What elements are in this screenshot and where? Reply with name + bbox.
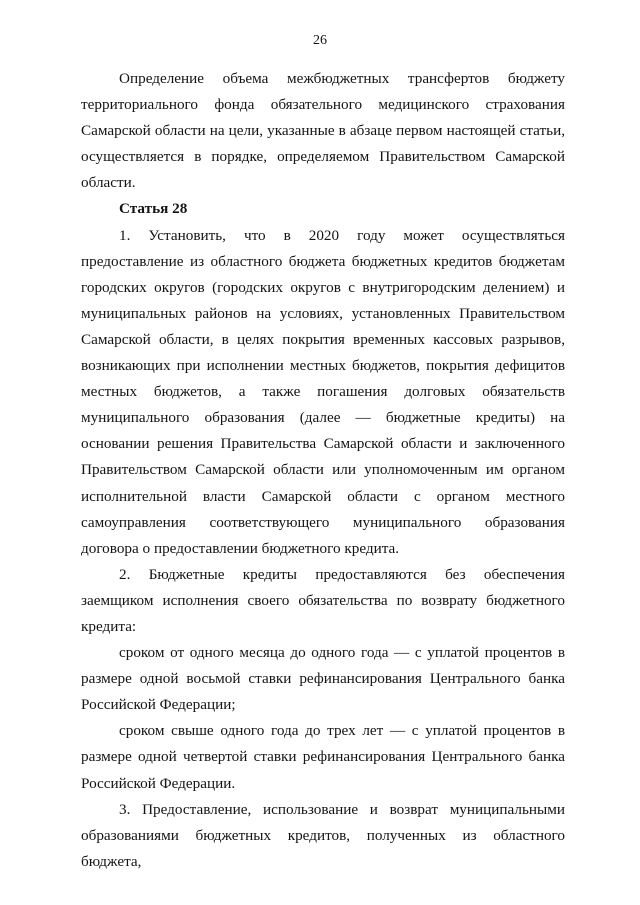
article-paragraph-2-term-short: сроком от одного месяца до одного года — с уплатой процентов в размере одной восьмой ставки рефинансирования Центрального банка Российской Федерации; <box>81 644 565 714</box>
document-body <box>81 66 565 875</box>
article-paragraph-3: 3. Предоставление, использование и возврат муниципальными образованиями бюджетных кредитов, полученных из областного бюджета, <box>81 800 565 870</box>
article-heading: Статья 28 <box>119 200 188 218</box>
article-paragraph-2: 2. Бюджетные кредиты предоставляются без обеспечения заемщиком исполнения своего обязательства по возврату бюджетного кредита: <box>81 565 565 635</box>
article-paragraph-2-term-long: сроком свыше одного года до трех лет — с уплатой процентов в размере одной четвертой ставки рефинансирования Центрального банка Российской Федерации. <box>81 722 565 792</box>
intro-paragraph: Определение объема межбюджетных трансфертов бюджету территориального фонда обязательного медицинского страхования Самарской области на цели, указанные в абзаце первом настоящей статьи, осуществляется в порядке, определяемом Правительством Самарской области. <box>81 70 565 192</box>
article-paragraph-1: 1. Установить, что в 2020 году может осуществляться предоставление из областного бюджета бюджетных кредитов бюджетам городских округов (городских округов с внутригородским делением) и муниципальных районов на условиях, установленных Правительством Самарской области, в целях покрытия временных кассовых разрывов, возникающих при исполнении местных бюджетов, покрытия дефицитов местных бюджетов, а также погашения долговых обязательств муниципального образования (далее — бюджетные кредиты) на основании решения Правительства Самарской области и заключенного Правительством Самарской области или уполномоченным им органом исполнительной власти Самарской области с органом местного самоуправления соответствующего муниципального образования договора о предоставлении бюджетного кредита. <box>81 226 565 557</box>
page-number: 26 <box>313 33 327 48</box>
